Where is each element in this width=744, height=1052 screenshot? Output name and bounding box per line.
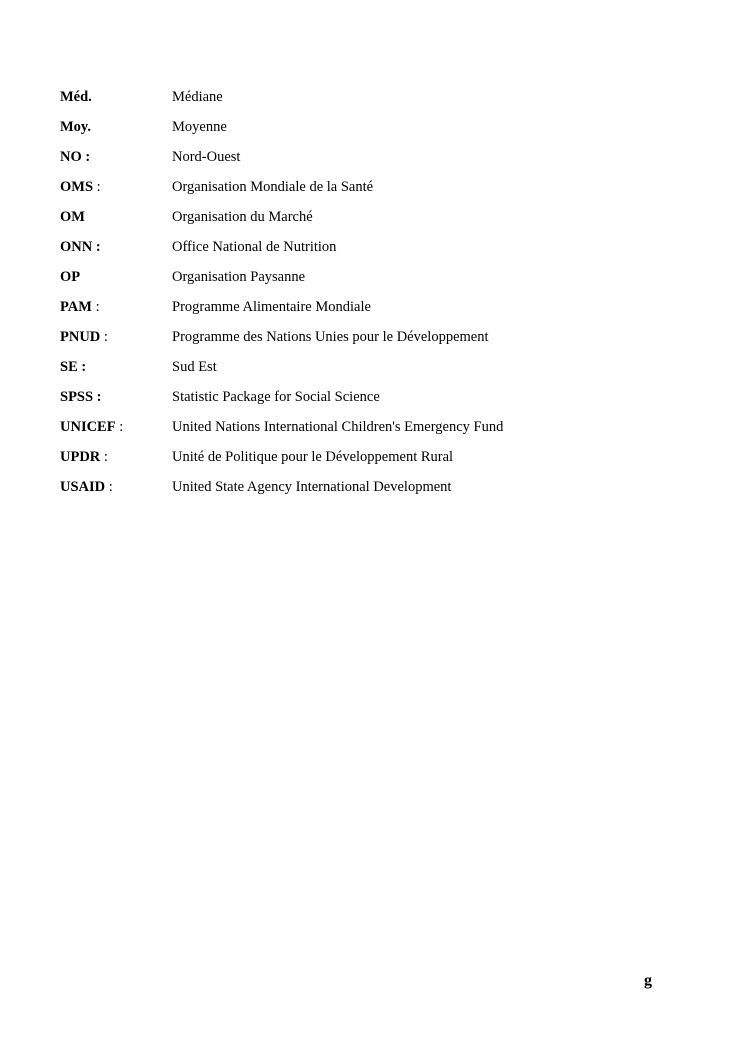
- abbreviation-row: [60, 326, 680, 356]
- abbreviation-term: PAM :: [60, 299, 100, 315]
- abbreviation-definition: Organisation Mondiale de la Santé: [172, 179, 374, 195]
- abbreviation-term: NO :: [60, 149, 91, 165]
- abbreviation-row: [60, 86, 680, 116]
- abbreviation-term: PNUD :: [60, 329, 108, 345]
- abbreviation-definition: Programme Alimentaire Mondiale: [172, 299, 371, 315]
- abbreviation-row: [60, 386, 680, 416]
- abbreviation-row: [60, 236, 680, 266]
- abbreviation-term: Moy.: [60, 119, 92, 135]
- abbreviation-row: [60, 416, 680, 446]
- abbreviation-definition: Médiane: [172, 89, 223, 105]
- abbreviation-row: [60, 266, 680, 296]
- abbreviation-definition: Programme des Nations Unies pour le Développement: [172, 329, 489, 345]
- abbreviation-term: USAID :: [60, 479, 113, 495]
- abbreviation-term: Méd.: [60, 89, 92, 105]
- abbreviation-row: [60, 146, 680, 176]
- abbreviation-term: OMS :: [60, 179, 101, 195]
- abbreviation-row: [60, 476, 680, 506]
- abbreviation-definition: Nord-Ouest: [172, 149, 241, 165]
- abbreviation-definition: Sud Est: [172, 359, 217, 375]
- abbreviation-row: [60, 446, 680, 476]
- abbreviation-definition: Unité de Politique pour le Développement Rural: [172, 449, 454, 465]
- abbreviation-definition: Organisation du Marché: [172, 209, 313, 225]
- abbreviation-definition: Office National de Nutrition: [172, 239, 337, 255]
- abbreviation-list: [60, 86, 680, 506]
- page-number: g: [644, 972, 652, 989]
- abbreviation-row: [60, 296, 680, 326]
- abbreviation-definition: Moyenne: [172, 119, 227, 135]
- abbreviation-row: [60, 116, 680, 146]
- abbreviation-definition: United Nations International Children's Emergency Fund: [172, 419, 504, 435]
- abbreviation-definition: Statistic Package for Social Science: [172, 389, 380, 405]
- abbreviation-term: UPDR :: [60, 449, 108, 465]
- abbreviation-row: [60, 206, 680, 236]
- abbreviation-row: [60, 356, 680, 386]
- abbreviation-term: SPSS :: [60, 389, 102, 405]
- abbreviation-row: [60, 176, 680, 206]
- abbreviation-term: SE :: [60, 359, 87, 375]
- abbreviation-term: OP: [60, 269, 81, 285]
- abbreviation-definition: United State Agency International Development: [172, 479, 452, 495]
- abbreviation-definition: Organisation Paysanne: [172, 269, 306, 285]
- abbreviation-term: OM: [60, 209, 85, 225]
- abbreviation-term: UNICEF :: [60, 419, 124, 435]
- abbreviation-term: ONN :: [60, 239, 101, 255]
